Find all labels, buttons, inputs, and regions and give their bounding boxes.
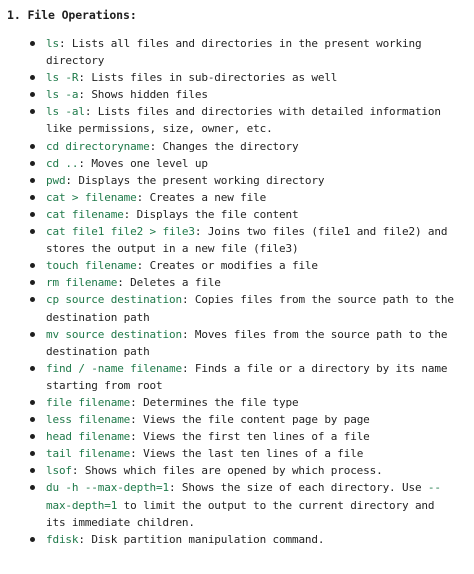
bullet-icon <box>30 109 35 114</box>
command-description: : Views the last ten lines of a file <box>130 447 364 461</box>
list-item <box>30 274 460 291</box>
command-description: : Moves one level up <box>78 156 208 170</box>
command-code: rm filename <box>46 276 118 290</box>
command-code: touch filename <box>46 259 137 273</box>
list-item <box>30 394 460 411</box>
bullet-icon <box>30 161 35 166</box>
list-item <box>30 86 460 103</box>
command-description: : Determines the file type <box>130 395 299 409</box>
bullet-icon <box>30 332 35 337</box>
list-item <box>30 462 460 479</box>
command-code: tail filename <box>46 447 131 461</box>
list-item <box>30 138 460 155</box>
bullet-icon <box>30 92 35 97</box>
command-code: ls -R <box>46 71 79 85</box>
list-item <box>30 223 460 257</box>
command-description: : Deletes a file <box>117 276 221 290</box>
command-description: : Finds a file or a directory by its name starting from root <box>46 361 454 392</box>
bullet-icon <box>30 75 35 80</box>
list-item <box>30 69 460 86</box>
bullet-icon <box>30 263 35 268</box>
list-item <box>30 172 460 189</box>
command-code: du -h --max-depth=1 <box>46 481 169 495</box>
command-code: head filename <box>46 430 131 444</box>
command-code: cd directoryname <box>46 139 150 153</box>
command-description: : Views the first ten lines of a file <box>130 430 370 444</box>
list-item <box>30 206 460 223</box>
command-description: : Joins two files (file1 and file2) and stores the output in a new file (file3) <box>46 225 454 256</box>
command-code: ls <box>46 37 59 50</box>
command-code: cat > filename <box>46 190 137 204</box>
command-code: ls -a <box>46 88 79 102</box>
bullet-icon <box>30 212 35 217</box>
list-item <box>30 531 460 548</box>
command-code: --max-depth=1 <box>46 481 441 512</box>
list-item <box>30 103 460 137</box>
list-item <box>30 428 460 445</box>
bullet-icon <box>30 485 35 490</box>
command-description: to limit the output to the current directory and its immediate children. <box>46 498 441 529</box>
bullet-icon <box>30 41 35 46</box>
command-description: : Views the file content page by page <box>130 413 370 427</box>
bullet-icon <box>30 400 35 405</box>
list-item <box>30 360 460 394</box>
command-description: : Displays the file content <box>123 207 299 221</box>
command-code: fdisk <box>46 532 79 546</box>
bullet-icon <box>30 229 35 234</box>
command-description: : Displays the present working directory <box>65 173 325 187</box>
bullet-icon <box>30 417 35 422</box>
bullet-icon <box>30 195 35 200</box>
list-item <box>30 189 460 206</box>
command-code: pwd <box>46 173 66 187</box>
bullet-icon <box>30 144 35 149</box>
bullet-icon <box>30 366 35 371</box>
list-item <box>30 35 460 69</box>
list-item <box>30 479 460 530</box>
command-code: cat file1 file2 > file3 <box>46 225 195 239</box>
bullet-icon <box>30 537 35 542</box>
command-code: cp source destination <box>46 293 182 307</box>
command-description: : Shows which files are opened by which process. <box>71 464 383 478</box>
list-item <box>30 445 460 462</box>
command-code: cat filename <box>46 207 124 221</box>
command-list <box>30 35 460 548</box>
bullet-icon <box>30 468 35 473</box>
command-description: : Lists files and directories with detailed information like permissions, size, owner, etc. <box>46 105 448 136</box>
command-description: : Creates a new file <box>136 190 267 204</box>
bullet-icon <box>30 434 35 439</box>
list-item <box>30 326 460 360</box>
command-description: : Shows the size of each directory. Use <box>168 481 428 495</box>
command-description: : Lists files in sub-directories as well <box>78 71 338 85</box>
list-item <box>30 257 460 274</box>
command-description: : Shows hidden files <box>78 88 208 102</box>
command-code: file filename <box>46 395 131 409</box>
command-code: less filename <box>46 413 131 427</box>
command-code: lsof <box>46 464 72 478</box>
bullet-icon <box>30 178 35 183</box>
list-item <box>30 411 460 428</box>
command-description: : Creates or modifies a file <box>136 259 318 273</box>
command-description: : Changes the directory <box>149 139 299 153</box>
list-item <box>30 155 460 172</box>
list-item <box>30 291 460 325</box>
command-code: cd .. <box>46 156 79 170</box>
command-description: : Moves files from the source path to the destination path <box>46 327 454 358</box>
bullet-icon <box>30 280 35 285</box>
command-code: mv source destination <box>46 327 182 341</box>
command-description: : Disk partition manipulation command. <box>78 532 325 546</box>
command-description: : Copies files from the source path to the destination path <box>46 293 461 324</box>
bullet-icon <box>30 451 35 456</box>
bullet-icon <box>30 297 35 302</box>
section-heading: 1. File Operations: <box>7 8 137 22</box>
command-code: ls -al <box>46 105 85 119</box>
command-code: find / -name filename <box>46 361 182 375</box>
command-description: : Lists all files and directories in the present working directory <box>46 37 428 68</box>
